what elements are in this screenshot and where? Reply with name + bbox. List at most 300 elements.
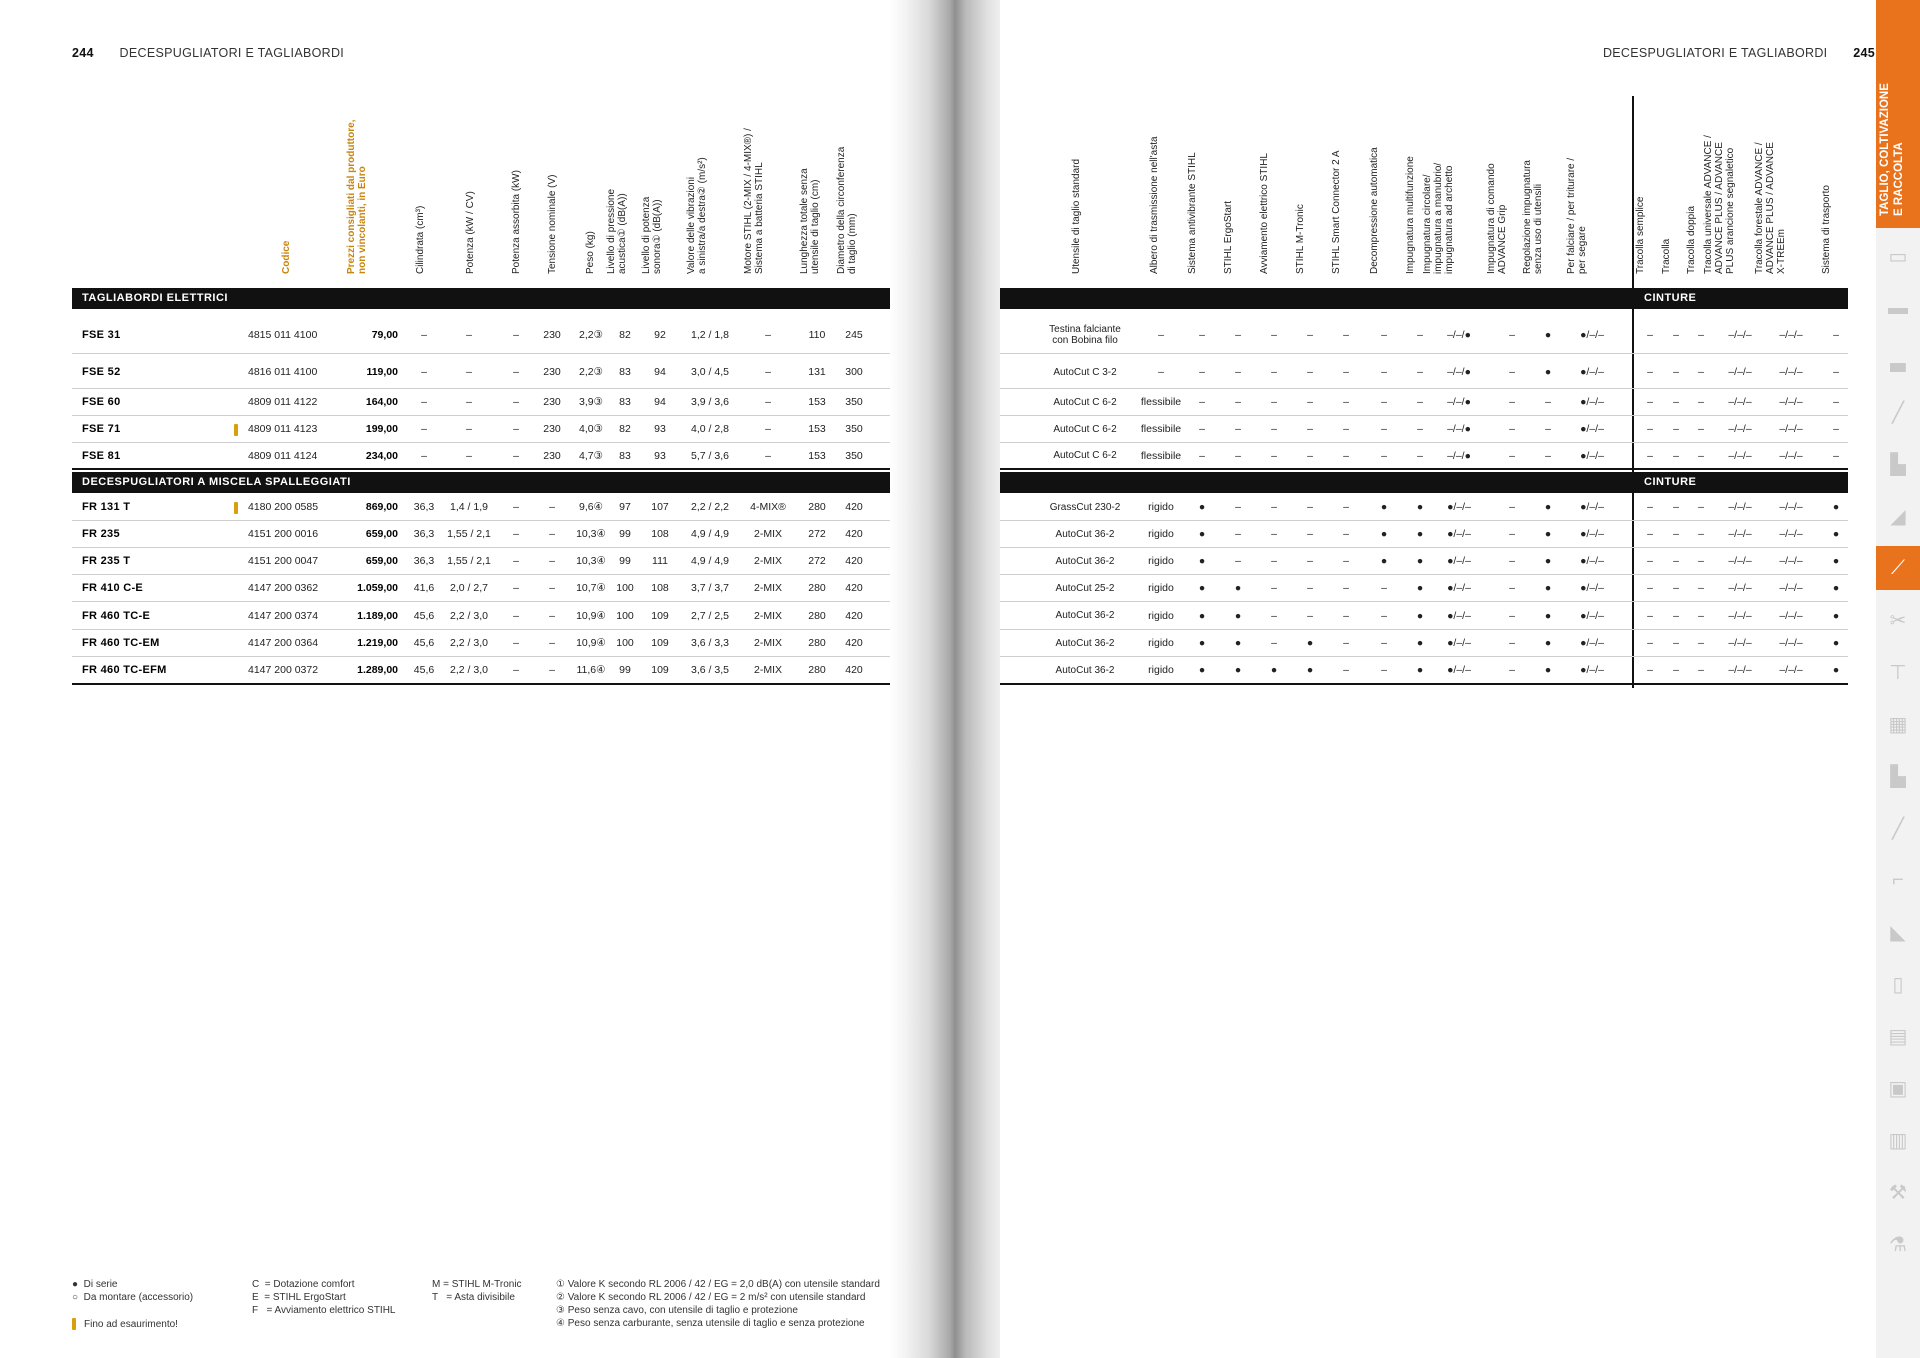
chapter-tab-strip — [1876, 0, 1920, 1358]
feature-cell: – — [1673, 501, 1679, 513]
voltage: – — [549, 609, 555, 622]
table-row — [72, 548, 910, 575]
feature-cell: ●/–/– — [1447, 637, 1471, 649]
shaft-type: rigido — [1148, 609, 1174, 622]
feature-cell: – — [1509, 555, 1515, 567]
feature-cell: ●/–/– — [1580, 664, 1604, 676]
feature-cell: ●/–/– — [1580, 449, 1604, 462]
scythe-icon[interactable]: ◢ — [1890, 505, 1906, 528]
feature-cell: – — [1235, 449, 1241, 462]
feature-cell: – — [1271, 423, 1277, 435]
vibration: 3,0 / 4,5 — [691, 366, 729, 378]
sound-pressure: 99 — [619, 555, 631, 567]
table-row — [72, 317, 910, 354]
axe-icon[interactable]: ⚒ — [1889, 1181, 1907, 1204]
feature-cell: – — [1343, 501, 1349, 513]
displacement: 36,3 — [413, 528, 435, 540]
feature-cell: – — [1509, 366, 1515, 378]
cutting-diameter: 300 — [845, 366, 863, 378]
motor-type: – — [765, 329, 771, 341]
section-bar-backpack — [72, 472, 910, 493]
sound-power: 108 — [651, 582, 669, 594]
length: 153 — [808, 396, 826, 408]
section-bar-right-1 — [1000, 288, 1632, 309]
product-code: 4809 011 4124 — [248, 449, 318, 462]
model-name: FSE 60 — [82, 396, 121, 408]
shaft-type: – — [1158, 329, 1164, 341]
motor-type: – — [765, 449, 771, 462]
feature-cell: – — [1199, 329, 1205, 341]
feature-cell: – — [1417, 366, 1423, 378]
cutting-diameter: 420 — [845, 528, 863, 540]
table-row — [1000, 521, 1848, 548]
column-header-label: Impugnatura di comando ADVANCE Grip — [1486, 163, 1508, 274]
cutting-diameter: 420 — [845, 501, 863, 513]
feature-cell: – — [1307, 366, 1313, 378]
feature-cell: –/–/– — [1728, 501, 1752, 513]
feature-cell: – — [1307, 501, 1313, 513]
feature-cell: – — [1343, 664, 1349, 676]
feature-cell: –/–/– — [1779, 396, 1803, 408]
table-row — [1000, 657, 1848, 685]
feature-cell: – — [1833, 329, 1839, 341]
right-page — [1000, 0, 1875, 1358]
feature-cell: – — [1381, 582, 1387, 594]
product-code: 4815 011 4100 — [248, 329, 318, 341]
feature-cell: – — [1271, 329, 1277, 341]
column-header-label: Regolazione impugnatura senza uso di utensili — [1522, 160, 1544, 274]
table-row — [72, 389, 910, 416]
weight: 10,9④ — [576, 637, 606, 649]
shaft-type: rigido — [1148, 637, 1174, 649]
feature-cell: –/–/● — [1447, 423, 1471, 435]
feature-cell: ● — [1832, 501, 1840, 513]
column-header-label: Motore STIHL (2-MIX / 4-MIX®) / Sistema a batteria STIHL — [743, 128, 765, 274]
model-name: FR 131 T — [82, 501, 131, 513]
price: 164,00 — [365, 396, 398, 408]
sprayer-icon[interactable]: ◣ — [1890, 921, 1906, 944]
feature-cell: ● — [1198, 609, 1206, 622]
feature-cell: ●/–/– — [1580, 637, 1604, 649]
power-absorbed: – — [513, 582, 519, 594]
feature-cell: – — [1417, 449, 1423, 462]
column-header-label: Sistema antivibrante STIHL — [1187, 152, 1198, 274]
feature-cell: – — [1673, 396, 1679, 408]
feature-cell: – — [1509, 664, 1515, 676]
product-code: 4809 011 4122 — [248, 396, 318, 408]
feature-cell: –/–/– — [1728, 366, 1752, 378]
feature-cell: – — [1343, 329, 1349, 341]
chapter-tab-active[interactable] — [1876, 0, 1920, 228]
price: 79,00 — [371, 329, 398, 341]
power: 2,0 / 2,7 — [450, 582, 488, 594]
cutting-diameter: 245 — [845, 329, 863, 341]
chapter-tab-label: TAGLIO, COLTIVAZIONE E RACCOLTA — [1879, 83, 1905, 216]
shaft-type: flessibile — [1140, 396, 1182, 408]
warning-icon — [234, 502, 238, 514]
column-header-label: Tensione nominale (V) — [547, 174, 558, 274]
case-icon[interactable]: ▥ — [1888, 1129, 1908, 1152]
feature-cell: – — [1307, 329, 1313, 341]
left-page-number: 244 — [72, 46, 94, 60]
feature-cell: ● — [1380, 528, 1388, 540]
feature-cell: ● — [1234, 664, 1242, 676]
blower-icon[interactable]: ⌐ — [1892, 868, 1904, 891]
vibration: 5,7 / 3,6 — [691, 449, 729, 462]
feature-cell: – — [1381, 637, 1387, 649]
feature-cell: – — [1673, 423, 1679, 435]
column-header-label: Impugnatura circolare/ impugnatura a manubrio/ impugnatura ad archetto — [1422, 162, 1455, 274]
feature-cell: ● — [1832, 528, 1840, 540]
legend-footnotes: ① Valore K secondo RL 2006 / 42 / EG = 2,0 dB(A) con utensile standard ② Valore K secondo RL 2006 / 42 / EG = 2 m/s² con utensile standard ③ Peso senza cavo, con utensile di taglio e protezione ④ Peso senza carburante, senza utensile di taglio e senza protezione — [556, 1279, 880, 1329]
model-name: FSE 52 — [82, 366, 121, 378]
displacement: – — [421, 423, 427, 435]
battery-icon[interactable]: ▯ — [1892, 973, 1904, 996]
feature-cell: ●/–/– — [1447, 555, 1471, 567]
weight: 4,0③ — [578, 423, 603, 435]
feature-cell: ● — [1544, 329, 1552, 341]
feature-cell: – — [1343, 609, 1349, 622]
feature-cell: – — [1307, 423, 1313, 435]
vibration: 3,6 / 3,5 — [691, 664, 729, 676]
trimmer-icon[interactable]: ✂ — [1889, 609, 1907, 632]
column-header-label: Utensile di taglio standard — [1071, 158, 1082, 274]
legend-standard: ● Di serie ○ Da montare (accessorio) — [72, 1279, 194, 1303]
displacement: 45,6 — [413, 664, 435, 676]
mower-icon[interactable]: ▙ — [1890, 453, 1906, 476]
cutting-tool: AutoCut C 6-2 — [1053, 396, 1117, 408]
table-row — [72, 443, 910, 470]
weight: 11,6④ — [576, 664, 606, 676]
length: 110 — [808, 329, 826, 341]
model-name: FSE 81 — [82, 449, 121, 462]
column-header-label: Tracolla — [1661, 238, 1672, 274]
vibration: 2,7 / 2,5 — [691, 609, 729, 622]
column-header-label: Tracolla doppia — [1686, 205, 1697, 274]
feature-cell: – — [1647, 423, 1653, 435]
feature-cell: ● — [1416, 501, 1424, 513]
product-code: 4147 200 0362 — [248, 582, 319, 594]
feature-cell: – — [1509, 423, 1515, 435]
feature-cell: ●/–/– — [1580, 366, 1604, 378]
legend-abbreviations: C = Dotazione comfort E = STIHL ErgoStart F = Avviamento elettrico STIHL — [252, 1279, 396, 1316]
boot-icon[interactable]: ▙ — [1890, 765, 1906, 788]
feature-cell: –/–/● — [1447, 329, 1471, 341]
clothing-icon[interactable]: ▣ — [1888, 1077, 1908, 1100]
vibration: 1,2 / 1,8 — [691, 329, 729, 341]
weight: 3,9③ — [578, 396, 603, 408]
brushcutter-icon[interactable]: ⟋ — [1876, 546, 1920, 590]
shaft-type: flessibile — [1140, 423, 1182, 435]
feature-cell: – — [1673, 329, 1679, 341]
feature-cell: –/–/● — [1447, 366, 1471, 378]
feature-cell: – — [1343, 582, 1349, 594]
feature-cell: – — [1647, 329, 1653, 341]
feature-cell: – — [1271, 449, 1277, 462]
table-row — [1000, 575, 1848, 602]
voltage: – — [549, 528, 555, 540]
feature-cell: – — [1545, 449, 1551, 462]
feature-cell: – — [1271, 501, 1277, 513]
feature-cell: – — [1698, 396, 1704, 408]
cutting-tool: AutoCut 36-2 — [1055, 610, 1115, 621]
feature-cell: ● — [1198, 582, 1206, 594]
sound-power: 93 — [654, 449, 666, 462]
feature-cell: – — [1647, 637, 1653, 649]
feature-cell: – — [1698, 423, 1704, 435]
displacement: – — [421, 329, 427, 341]
price: 659,00 — [365, 528, 398, 540]
feature-cell: –/–/– — [1728, 396, 1752, 408]
feature-cell: ● — [1544, 528, 1552, 540]
feature-cell: –/–/– — [1728, 528, 1752, 540]
belts-bar-1 — [1634, 288, 1848, 309]
feature-cell: – — [1509, 637, 1515, 649]
feature-cell: – — [1698, 555, 1704, 567]
bottle-icon[interactable]: ⚗ — [1889, 1233, 1907, 1256]
feature-cell: – — [1199, 449, 1205, 462]
model-name: FSE 31 — [82, 329, 121, 341]
sound-power: 94 — [654, 366, 666, 378]
shaft-type: flessibile — [1140, 449, 1182, 462]
pole-saw-icon[interactable]: ▬ — [1888, 296, 1908, 319]
price: 119,00 — [366, 366, 398, 378]
vibration: 4,0 / 2,8 — [691, 423, 729, 435]
feature-cell: ● — [1234, 609, 1242, 622]
feature-cell: ● — [1544, 609, 1552, 622]
feature-cell: ● — [1306, 637, 1314, 649]
voltage: 230 — [543, 449, 561, 462]
column-header-label: STIHL Smart Connector 2 A — [1331, 150, 1342, 274]
feature-cell: – — [1343, 528, 1349, 540]
cutting-tool: AutoCut 36-2 — [1055, 664, 1115, 676]
feature-cell: – — [1833, 423, 1839, 435]
feature-cell: – — [1417, 396, 1423, 408]
length: 272 — [808, 555, 826, 567]
feature-cell: ● — [1544, 366, 1552, 378]
table-row — [1000, 356, 1848, 389]
feature-cell: – — [1673, 582, 1679, 594]
table-row — [1000, 389, 1848, 416]
weight: 2,2③ — [578, 329, 603, 341]
length: 131 — [808, 366, 826, 378]
feature-cell: – — [1271, 582, 1277, 594]
feature-cell: – — [1647, 449, 1653, 462]
feature-cell: – — [1509, 396, 1515, 408]
feature-cell: – — [1271, 555, 1277, 567]
feature-cell: – — [1271, 637, 1277, 649]
feature-cell: – — [1698, 366, 1704, 378]
feature-cell: ● — [1544, 555, 1552, 567]
displacement: 45,6 — [413, 637, 435, 649]
feature-cell: –/–/● — [1447, 449, 1471, 462]
weight: 10,3④ — [576, 555, 606, 567]
vibration: 3,7 / 3,7 — [691, 582, 729, 594]
feature-cell: – — [1833, 366, 1839, 378]
pruner-icon[interactable]: ╱ — [1891, 401, 1905, 424]
price: 1.189,00 — [357, 609, 398, 622]
table-row — [72, 521, 910, 548]
feature-cell: – — [1509, 501, 1515, 513]
shaft-type: rigido — [1148, 501, 1174, 513]
power: 1,55 / 2,1 — [447, 555, 491, 567]
hedge-trimmer-icon[interactable]: ▃ — [1890, 349, 1906, 372]
column-header-label: Tracolla semplice — [1635, 196, 1646, 274]
table-row — [72, 494, 910, 521]
sound-pressure: 82 — [619, 423, 631, 435]
power: – — [466, 423, 472, 435]
column-header-label: STIHL ErgoStart — [1223, 201, 1234, 274]
feature-cell: – — [1673, 449, 1679, 462]
feature-cell: ● — [1380, 501, 1388, 513]
length: 280 — [808, 501, 826, 513]
table-row — [72, 416, 910, 443]
price: 869,00 — [365, 501, 398, 513]
section-title: TAGLIABORDI ELETTRICI — [82, 292, 228, 304]
product-code: 4151 200 0016 — [248, 528, 319, 540]
table-row — [72, 657, 910, 685]
feature-cell: –/–/– — [1779, 329, 1803, 341]
feature-cell: – — [1343, 423, 1349, 435]
sound-power: 111 — [652, 555, 668, 567]
left-page-title: DECESPUGLIATORI E TAGLIABORDI — [119, 46, 345, 60]
motor-type: 2-MIX — [753, 582, 782, 594]
right-page-number: 245 — [1853, 46, 1875, 60]
feature-cell: ● — [1198, 528, 1206, 540]
cutting-tool: Testina falciante con Bobina filo — [1049, 324, 1121, 346]
model-name: FR 235 — [82, 528, 120, 540]
cutting-tool: AutoCut 36-2 — [1055, 555, 1115, 567]
legend-warning: Fino ad esaurimento! — [84, 1319, 178, 1330]
book-icon[interactable]: ▤ — [1888, 1025, 1908, 1048]
sound-pressure: 83 — [619, 396, 631, 408]
feature-cell: –/–/– — [1779, 366, 1803, 378]
feature-cell: – — [1673, 637, 1679, 649]
sound-power: 109 — [651, 664, 669, 676]
product-code: 4147 200 0374 — [248, 609, 319, 622]
feature-cell: ●/–/– — [1580, 396, 1604, 408]
shaft-type: rigido — [1148, 664, 1174, 676]
feature-cell: – — [1307, 555, 1313, 567]
feature-cell: ●/–/– — [1447, 609, 1471, 622]
feature-cell: ● — [1832, 637, 1840, 649]
feature-cell: ● — [1832, 664, 1840, 676]
feature-cell: – — [1509, 609, 1515, 622]
voltage: 230 — [543, 423, 561, 435]
chainsaw-icon[interactable]: ▭ — [1888, 245, 1908, 268]
power: – — [466, 449, 472, 462]
feature-cell: ●/–/– — [1580, 555, 1604, 567]
belts-bar-2 — [1634, 472, 1848, 493]
feature-cell: – — [1833, 449, 1839, 462]
column-header-label: Prezzi consigliati dal produttore, non vincolanti, in Euro — [346, 119, 368, 274]
feature-cell: ● — [1198, 555, 1206, 567]
product-code: 4816 011 4100 — [248, 366, 318, 378]
column-header-label: Potenza assorbita (kW) — [511, 170, 522, 274]
power-absorbed: – — [513, 329, 519, 341]
power-absorbed: – — [513, 366, 519, 378]
sound-pressure: 99 — [619, 528, 631, 540]
auger-icon[interactable]: ⊤ — [1889, 661, 1907, 684]
feature-cell: – — [1381, 396, 1387, 408]
feature-cell: ● — [1198, 501, 1206, 513]
feature-cell: ● — [1270, 664, 1278, 676]
feature-cell: – — [1698, 609, 1704, 622]
feature-cell: ●/–/– — [1580, 582, 1604, 594]
feature-cell: – — [1271, 366, 1277, 378]
feature-cell: – — [1235, 366, 1241, 378]
sound-power: 92 — [654, 329, 666, 341]
displacement: 45,6 — [413, 609, 435, 622]
feature-cell: – — [1647, 609, 1653, 622]
column-header-label: Tracolla forestale ADVANCE / ADVANCE PLUS / ADVANCE X-TREEm — [1754, 142, 1787, 274]
cutting-diameter: 420 — [845, 555, 863, 567]
table-row — [1000, 416, 1848, 443]
voltage: – — [549, 582, 555, 594]
weight: 2,2③ — [578, 366, 603, 378]
feature-cell: – — [1307, 396, 1313, 408]
sound-pressure: 83 — [619, 366, 631, 378]
feature-cell: – — [1509, 449, 1515, 462]
feature-cell: – — [1381, 366, 1387, 378]
feature-cell: – — [1509, 528, 1515, 540]
feature-cell: – — [1698, 528, 1704, 540]
warning-icon — [234, 424, 238, 436]
displacement: – — [421, 396, 427, 408]
feature-cell: ● — [1306, 664, 1314, 676]
product-code: 4147 200 0372 — [248, 664, 319, 676]
power: – — [466, 396, 472, 408]
column-header-label: Albero di trasmissione nell'asta — [1149, 136, 1160, 274]
feature-cell: ●/–/– — [1580, 609, 1604, 622]
model-name: FR 235 T — [82, 555, 131, 567]
feature-cell: – — [1343, 449, 1349, 462]
power: 2,2 / 3,0 — [450, 664, 488, 676]
weight: 9,6④ — [578, 501, 603, 513]
feature-cell: –/–/– — [1728, 609, 1752, 622]
table-row — [72, 356, 910, 389]
tiller-icon[interactable]: ▦ — [1888, 713, 1908, 736]
right-page-title: DECESPUGLIATORI E TAGLIABORDI — [1602, 46, 1828, 60]
vibration: 4,9 / 4,9 — [691, 528, 729, 540]
feature-cell: – — [1199, 396, 1205, 408]
feature-cell: ● — [1544, 637, 1552, 649]
shaft-type: rigido — [1148, 555, 1174, 567]
pole-icon[interactable]: ╱ — [1891, 817, 1905, 840]
feature-cell: – — [1673, 528, 1679, 540]
sound-power: 94 — [654, 396, 666, 408]
displacement: – — [421, 449, 427, 462]
cutting-diameter: 420 — [845, 664, 863, 676]
column-header-label: Livello di potenza sonora① (dB(A)) — [641, 196, 663, 274]
length: 280 — [808, 609, 826, 622]
sound-power: 108 — [651, 528, 669, 540]
feature-cell: ● — [1544, 501, 1552, 513]
feature-cell: –/–/– — [1728, 637, 1752, 649]
power-absorbed: – — [513, 423, 519, 435]
left-page-header — [72, 46, 344, 60]
motor-type: 2-MIX — [753, 555, 782, 567]
feature-cell: – — [1698, 664, 1704, 676]
price: 234,00 — [365, 449, 398, 462]
feature-cell: ●/–/– — [1447, 528, 1471, 540]
feature-cell: ● — [1234, 637, 1242, 649]
column-header-label: Peso (kg) — [585, 231, 596, 274]
feature-cell: ●/–/– — [1447, 664, 1471, 676]
displacement: 41,6 — [413, 582, 435, 594]
feature-cell: – — [1417, 329, 1423, 341]
price: 1.059,00 — [357, 582, 398, 594]
